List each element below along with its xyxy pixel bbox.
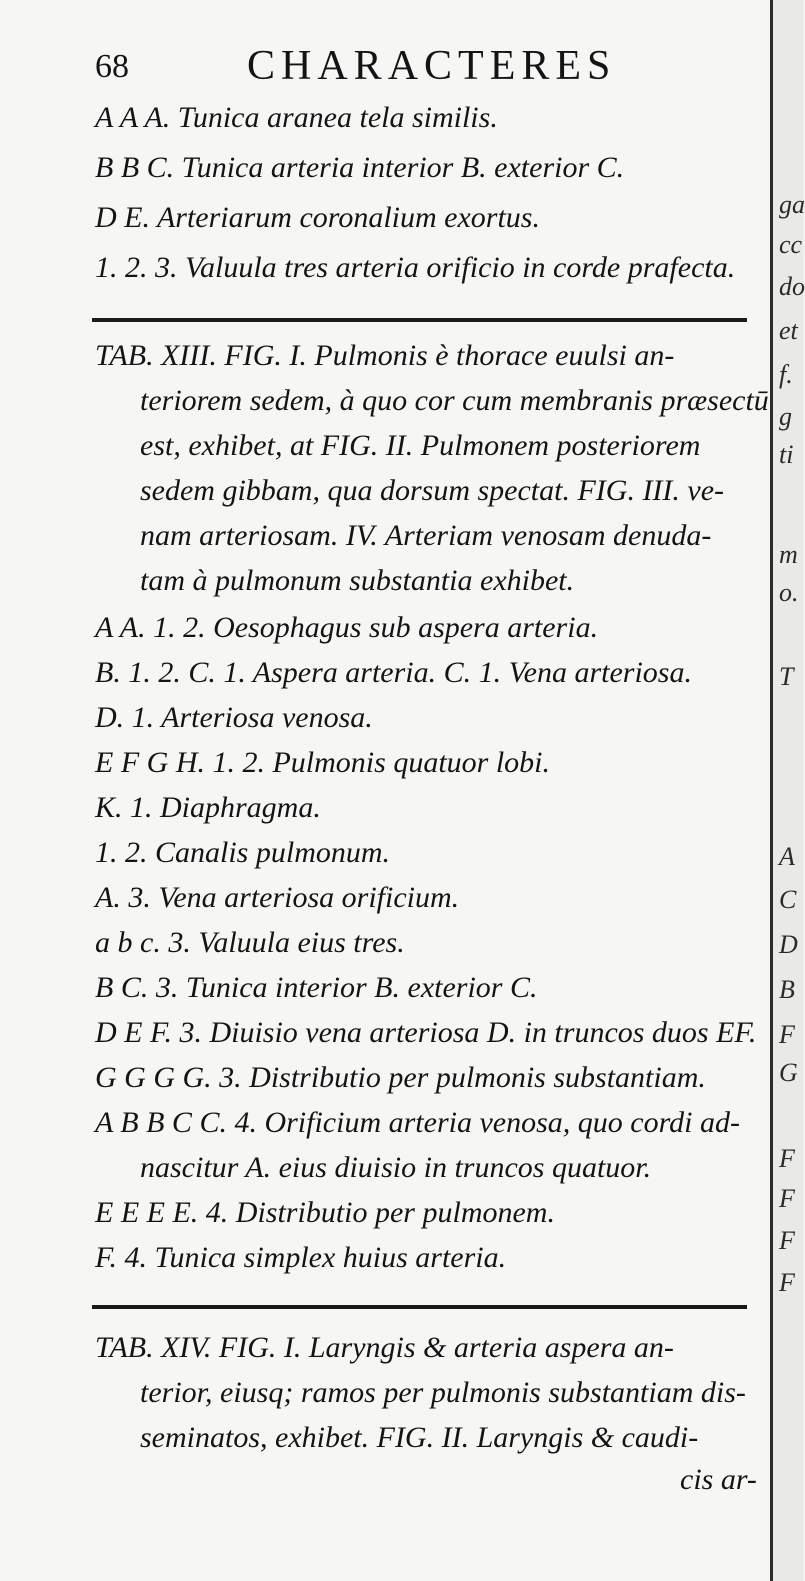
edge-fragment: m <box>779 540 798 569</box>
tab-13-intro-line: est, exhibet, at FIG. II. Pulmonem posteriorem <box>140 429 701 462</box>
tab-13-intro-line: sedem gibbam, qua dorsum spectat. FIG. III. ve- <box>140 474 725 507</box>
legend-line: a b c. 3. Valuula eius tres. <box>95 926 405 959</box>
tab-14-line: terior, eiusq; ramos per pulmonis substantiam dis- <box>140 1376 746 1409</box>
legend-line: E F G H. 1. 2. Pulmonis quatuor lobi. <box>95 746 550 779</box>
legend-line: D. 1. Arteriosa venosa. <box>95 701 373 734</box>
legend-line: B C. 3. Tunica interior B. exterior C. <box>95 971 538 1004</box>
edge-fragment: A <box>779 842 795 871</box>
edge-fragment: cc <box>779 230 803 259</box>
tab-13-intro-line: tam à pulmonum substantia exhibet. <box>140 564 575 597</box>
edge-fragment: F <box>779 1020 795 1049</box>
section-divider <box>92 1305 747 1309</box>
edge-fragment: et <box>779 316 798 345</box>
edge-fragment: T <box>779 662 794 691</box>
page-number: 68 <box>95 48 129 85</box>
tab-14-line: seminatos, exhibet. FIG. II. Laryngis & caudi- <box>140 1421 699 1454</box>
edge-fragment: C <box>779 885 797 914</box>
legend-line: A A. 1. 2. Oesophagus sub aspera arteria. <box>95 611 599 644</box>
tab-13-intro-line: nam arteriosam. IV. Arteriam venosam denuda- <box>140 519 712 552</box>
edge-fragment: ga <box>779 190 805 219</box>
legend-line: F. 4. Tunica simplex huius arteria. <box>95 1241 507 1274</box>
edge-fragment: o. <box>779 578 799 607</box>
legend-line: D E F. 3. Diuisio vena arteriosa D. in truncos duos EF. <box>95 1016 757 1049</box>
edge-fragment: g <box>779 402 792 431</box>
edge-fragment: F <box>779 1144 795 1173</box>
edge-fragment: F <box>779 1226 795 1255</box>
edge-fragment: F <box>779 1184 795 1213</box>
edge-fragment: B <box>779 975 795 1004</box>
legend-line: B B C. Tunica arteria interior B. exterior C. <box>95 151 625 184</box>
legend-line: E E E E. 4. Distributio per pulmonem. <box>95 1196 555 1229</box>
edge-fragment: f. <box>779 360 793 389</box>
legend-line: G G G G. 3. Distributio per pulmonis substantiam. <box>95 1061 706 1094</box>
legend-line: K. 1. Diaphragma. <box>95 791 321 824</box>
legend-line: B. 1. 2. C. 1. Aspera arteria. C. 1. Vena arteriosa. <box>95 656 692 689</box>
edge-fragment: F <box>779 1268 795 1297</box>
legend-line: 1. 2. 3. Valuula tres arteria orificio in corde prafecta. <box>95 251 736 284</box>
tab-13-intro-line: TAB. XIII. FIG. I. Pulmonis è thorace euulsi an- <box>95 339 675 372</box>
page-title: CHARACTERES <box>247 43 617 89</box>
legend-line: A A A. Tunica aranea tela similis. <box>95 101 498 134</box>
legend-line: nascitur A. eius diuisio in truncos quatuor. <box>140 1151 652 1184</box>
legend-line: A. 3. Vena arteriosa orificium. <box>95 881 460 914</box>
next-page-edge <box>770 0 803 1581</box>
catchword: cis ar- <box>680 1463 757 1496</box>
edge-fragment: G <box>779 1058 798 1087</box>
section-divider <box>92 318 747 322</box>
edge-fragment: D <box>779 930 798 959</box>
edge-fragment: ti <box>779 440 794 469</box>
running-head <box>95 38 665 98</box>
tab-14-line: TAB. XIV. FIG. I. Laryngis & arteria aspera an- <box>95 1331 674 1364</box>
legend-line: 1. 2. Canalis pulmonum. <box>95 836 391 869</box>
tab-13-intro-line: teriorem sedem, à quo cor cum membranis præsectū <box>140 384 769 417</box>
legend-line: D E. Arteriarum coronalium exortus. <box>95 201 540 234</box>
edge-fragment: do <box>779 272 805 301</box>
legend-line: A B B C C. 4. Orificium arteria venosa, quo cordi ad- <box>95 1106 740 1139</box>
